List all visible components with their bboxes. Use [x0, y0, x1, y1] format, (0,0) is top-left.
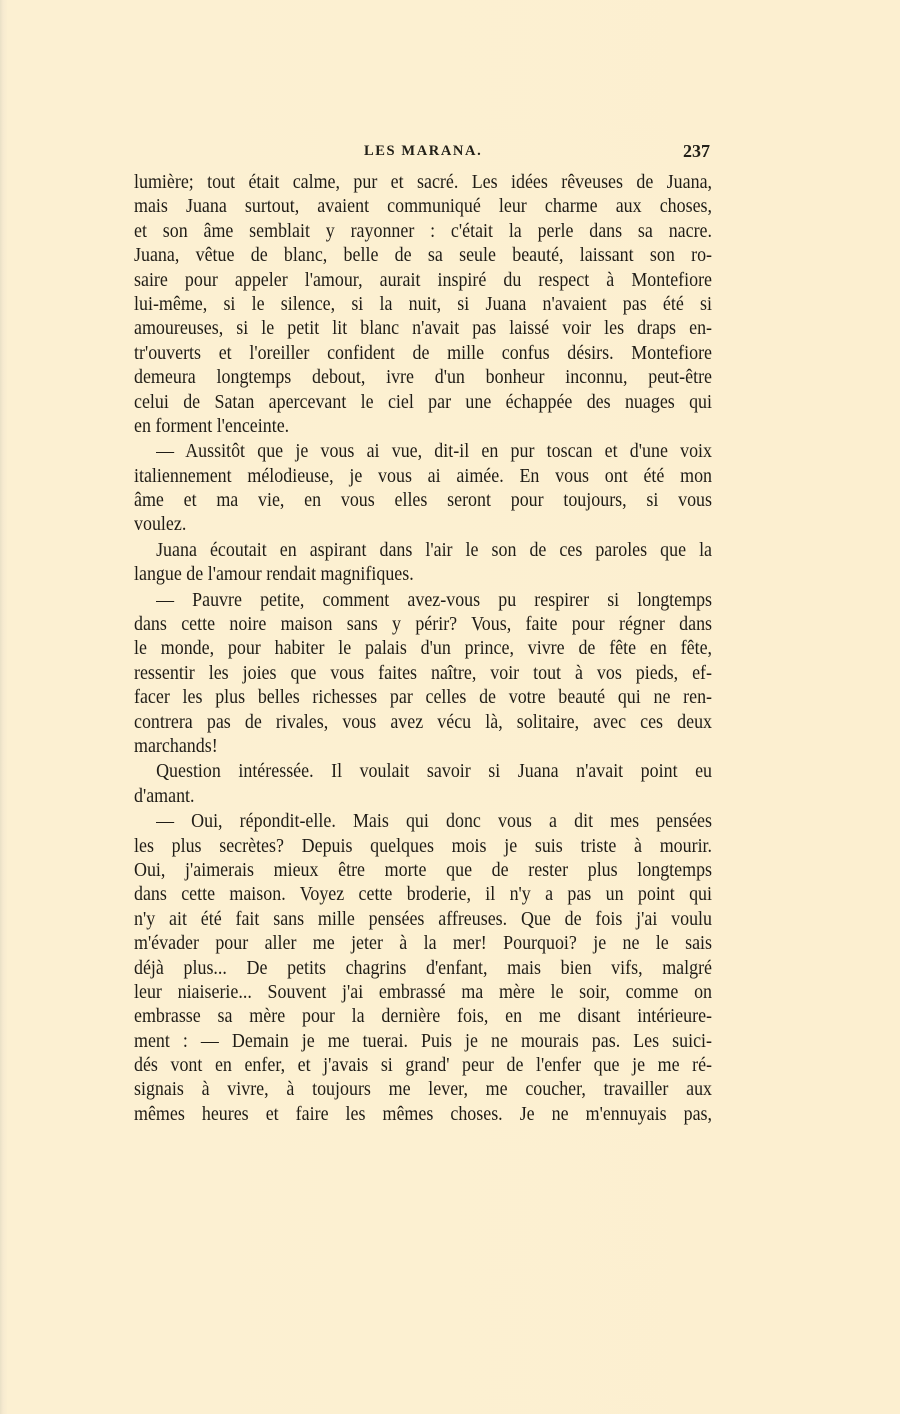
text-line: d'amant.	[134, 785, 195, 807]
text-line: dans cette noire maison sans y périr? Vous, faite pour régner dans	[134, 614, 713, 636]
text-line: les plus secrètes? Depuis quelques mois je suis triste à mourir.	[134, 835, 713, 857]
text-line: mêmes heures et faire les mêmes choses. Je ne m'ennuyais pas,	[134, 1103, 713, 1125]
page-header	[134, 143, 712, 165]
page-number: 237	[683, 141, 710, 161]
text-line: — Aussitôt que je vous ai vue, dit-il en pur toscan et d'une voix	[156, 441, 713, 463]
running-title: LES MARANA.	[364, 143, 483, 159]
paragraph	[134, 539, 712, 588]
text-line: voulez.	[134, 514, 187, 536]
text-line: Question intéressée. Il voulait savoir si Juana n'avait point eu	[156, 761, 713, 783]
text-line: Juana, vêtue de blanc, belle de sa seule beauté, laissant son ro-	[134, 245, 713, 267]
text-line: italiennement mélodieuse, je vous ai aimée. En vous ont été mon	[134, 465, 713, 487]
text-line: m'évader pour aller me jeter à la mer! Pourquoi? je ne le sais	[134, 933, 713, 955]
text-line: dans cette maison. Voyez cette broderie, il n'y a pas un point qui	[134, 884, 713, 906]
text-line: dés vont en enfer, et j'avais si grand' peur de l'enfer que je me ré-	[134, 1055, 713, 1077]
text-line: ment : — Demain je me tuerai. Puis je ne mourais pas. Les suici-	[134, 1030, 713, 1052]
text-line: embrasse sa mère pour la dernière fois, en me disant intérieure-	[134, 1006, 713, 1028]
text-line: lui-même, si le silence, si la nuit, si Juana n'avaient pas été si	[134, 293, 713, 315]
text-line: Oui, j'aimerais mieux être morte que de rester plus longtemps	[134, 859, 713, 881]
text-line: saire pour appeler l'amour, aurait inspiré du respect à Montefiore	[134, 269, 713, 291]
text-line: contrera pas de rivales, vous avez vécu là, solitaire, avec ces deux	[134, 711, 713, 733]
text-line: âme et ma vie, en vous elles seront pour toujours, si vous	[134, 490, 713, 512]
body-text	[134, 171, 712, 1127]
paragraph	[134, 171, 712, 439]
text-line: déjà plus... De petits chagrins d'enfant, mais bien vifs, malgré	[134, 957, 713, 979]
text-line: marchands!	[134, 735, 218, 757]
text-line: amoureuses, si le petit lit blanc n'avait pas laissé voir les draps en-	[134, 318, 713, 340]
paragraph	[134, 440, 712, 538]
text-line: le monde, pour habiter le palais d'un prince, vivre de fête en fête,	[134, 638, 713, 660]
paragraph	[134, 760, 712, 809]
paragraph	[134, 810, 712, 1127]
text-line: et son âme semblait y rayonner : c'était la perle dans sa nacre.	[134, 220, 713, 242]
text-line: ressentir les joies que vous faites naître, voir tout à vos pieds, ef-	[134, 662, 713, 684]
text-line: facer les plus belles richesses par celles de votre beauté qui ne ren-	[134, 687, 713, 709]
text-line: n'y ait été fait sans mille pensées affreuses. Que de fois j'ai voulu	[134, 908, 713, 930]
text-line: Juana écoutait en aspirant dans l'air le son de ces paroles que la	[156, 539, 713, 561]
paragraph	[134, 589, 712, 760]
text-line: lumière; tout était calme, pur et sacré. Les idées rêveuses de Juana,	[134, 172, 713, 193]
text-line: demeura longtemps debout, ivre d'un bonheur inconnu, peut-être	[134, 367, 713, 389]
text-line: celui de Satan apercevant le ciel par une échappée des nuages qui	[134, 391, 713, 413]
text-line: mais Juana surtout, avaient communiqué leur charme aux choses,	[134, 196, 713, 218]
text-line: langue de l'amour rendait magnifiques.	[134, 564, 414, 586]
text-line: — Pauvre petite, comment avez-vous pu respirer si longtemps	[156, 589, 713, 611]
text-line: leur niaiserie... Souvent j'ai embrassé ma mère le soir, comme on	[134, 981, 713, 1003]
text-line: — Oui, répondit-elle. Mais qui donc vous a dit mes pensées	[156, 811, 713, 833]
text-line: signais à vivre, à toujours me lever, me coucher, travailler aux	[134, 1079, 713, 1101]
text-line: tr'ouverts et l'oreiller confident de mille confus désirs. Montefiore	[134, 342, 713, 364]
text-line: en forment l'enceinte.	[134, 415, 290, 437]
